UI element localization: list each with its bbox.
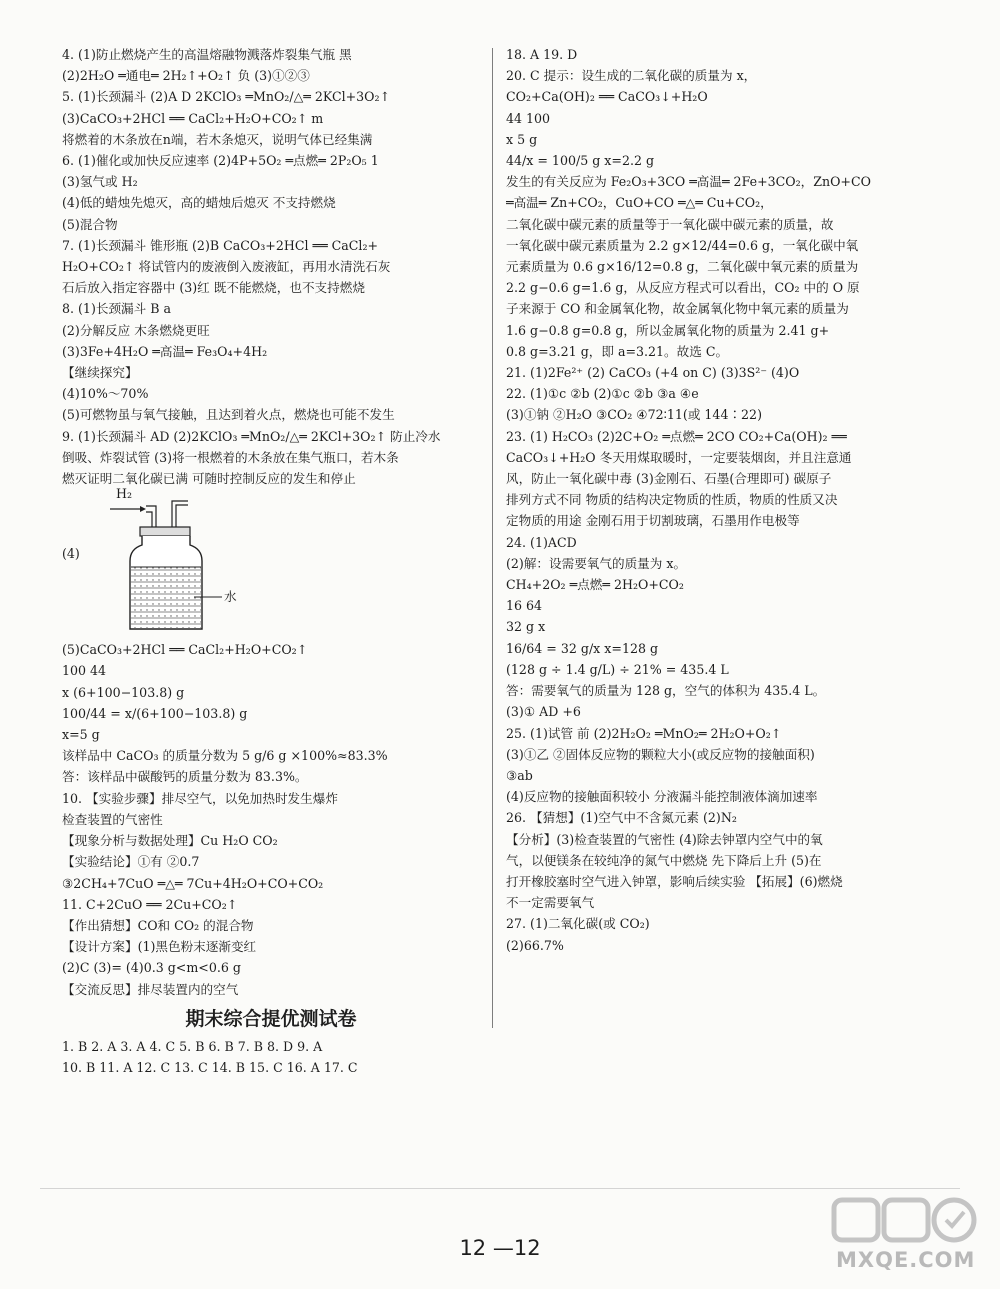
- answer-line: 18. A 19. D: [506, 47, 578, 62]
- left-column: [62, 44, 480, 1078]
- answer-line: 排列方式不同 物质的结构决定物质的性质，物质的性质又决: [506, 492, 838, 508]
- answer-line: 20. C 提示：设生成的二氧化碳的质量为 x，: [506, 68, 757, 84]
- answer-line: 燃灭证明二氧化碳已满 可随时控制反应的发生和停止: [62, 471, 356, 487]
- answer-line: (2)解：设需要氧气的质量为 x。: [506, 555, 687, 571]
- answer-line: (2)2H₂O ═通电═ 2H₂↑+O₂↑ 负 (3)①②③: [62, 68, 310, 84]
- water-label: 水: [224, 589, 237, 605]
- answer-line: 元素质量为 0.6 g×16/12=0.8 g，二氧化碳中氧元素的质量为: [506, 259, 859, 275]
- answer-line: 26. 【猜想】(1)空气中不含氮元素 (2)N₂: [506, 810, 737, 826]
- answer-line: 【设计方案】(1)黑色粉末逐渐变红: [62, 939, 257, 955]
- answer-line: (3)①钠 ②H₂O ③CO₂ ④72∶11(或 144∶22): [506, 407, 762, 423]
- answer-line: 23. (1) H₂CO₃ (2)2C+O₂ ═点燃═ 2CO CO₂+Ca(OH)₂ ══: [506, 428, 847, 444]
- gas-bottle-diagram: [90, 489, 290, 639]
- answer-line: (2)C (3)= (4)0.3 g<m<0.6 g: [62, 960, 241, 976]
- answer-line: 16 64: [506, 598, 543, 614]
- watermark-logo: [800, 1194, 990, 1284]
- answer-line: H₂O+CO₂↑ 将试管内的废液倒入废液缸，再用水清洗石灰: [62, 259, 391, 275]
- answer-line: 气，以便镁条在较纯净的氮气中燃烧 先下降后上升 (5)在: [506, 852, 822, 868]
- answer-line: 【交流反思】排尽装置内的空气: [62, 981, 239, 997]
- answer-line: 检查装置的气密性: [62, 811, 163, 827]
- answer-line: 22. (1)①c ②b (2)①c ②b ③a ④e: [506, 386, 699, 402]
- answer-line: 该样品中 CaCO₃ 的质量分数为 5 g/6 g ×100%≈83.3%: [62, 748, 388, 764]
- watermark-emblem-icon: [800, 1194, 990, 1254]
- answer-line: 一氧化碳中碳元素质量为 2.2 g×12/44=0.6 g，一氧化碳中氧: [506, 237, 859, 253]
- left-answers-block-b: [62, 639, 480, 999]
- gas-washing-bottle-figure: [62, 486, 480, 639]
- answer-line: 风，防止一氧化碳中毒 (3)金刚石、石墨(合理即可) 碳原子: [506, 471, 832, 487]
- answer-line: (4)反应物的接触面积较小 分液漏斗能控制液体滴加速率: [506, 789, 818, 805]
- answer-line: 【实验结论】①有 ②0.7: [62, 854, 200, 870]
- answer-line: 44 100: [506, 110, 551, 126]
- answer-line: 25. (1)试管 前 (2)2H₂O₂ ═MnO₂═ 2H₂O+O₂↑: [506, 725, 782, 741]
- answer-line: (5)CaCO₃+2HCl ══ CaCl₂+H₂O+CO₂↑: [62, 642, 308, 658]
- answer-line: 答：该样品中碳酸钙的质量分数为 83.3%。: [62, 769, 308, 785]
- answer-line: 5. (1)长颈漏斗 (2)A D 2KClO₃ ═MnO₂/△═ 2KCl+3O₂↑: [62, 89, 391, 105]
- answer-line: (3)① AD +6: [506, 704, 581, 720]
- answer-line: 0.8 g=3.21 g，即 a=3.21。故选 C。: [506, 343, 729, 359]
- answer-line: 不一定需要氧气: [506, 895, 595, 911]
- answer-line: 答：需要氧气的质量为 128 g，空气的体积为 435.4 L。: [506, 683, 826, 699]
- answer-line: 【分析】(3)检查装置的气密性 (4)除去钟罩内空气中的氧: [506, 831, 823, 847]
- answer-line: 子来源于 CO 和金属氧化物，故金属氧化物中氧元素的质量为: [506, 301, 849, 317]
- answer-line: x 5 g: [506, 131, 538, 147]
- footer-rule: [40, 1188, 960, 1189]
- answer-line: 4. (1)防止燃烧产生的高温熔融物溅落炸裂集气瓶 黑: [62, 47, 352, 62]
- section-title: 期末综合提优测试卷: [185, 1007, 357, 1030]
- answer-line: (3)CaCO₃+2HCl ══ CaCl₂+H₂O+CO₂↑ m: [62, 110, 324, 126]
- gas-label: H₂: [116, 486, 133, 502]
- answer-line: ③ab: [506, 767, 533, 783]
- answer-line: 6. (1)催化或加快反应速率 (2)4P+5O₂ ═点燃═ 2P₂O₅ 1: [62, 153, 379, 169]
- answer-line: 11. C+2CuO ══ 2Cu+CO₂↑: [62, 896, 238, 912]
- answer-line: 7. (1)长颈漏斗 锥形瓶 (2)B CaCO₃+2HCl ══ CaCl₂+: [62, 237, 379, 253]
- answer-line: (2)66.7%: [506, 937, 564, 953]
- answer-line: CH₄+2O₂ ═点燃═ 2H₂O+CO₂: [506, 577, 684, 593]
- answer-line: 将燃着的木条放在n端，若木条熄灭，说明气体已经集满: [62, 131, 373, 147]
- answer-line: x (6+100−103.8) g: [62, 684, 185, 700]
- answer-line: ═高温═ Zn+CO₂，CuO+CO ═△═ Cu+CO₂，: [506, 195, 773, 211]
- answer-line: 24. (1)ACD: [506, 534, 577, 550]
- answer-line: (3)3Fe+4H₂O ═高温═ Fe₃O₄+4H₂: [62, 343, 268, 359]
- answer-line: CaCO₃↓+H₂O 冬天用煤取暖时，一定要装烟囱，并且注意通: [506, 449, 852, 465]
- answer-line: 44/x = 100/5 g x=2.2 g: [506, 153, 655, 169]
- answer-line: x=5 g: [62, 727, 100, 743]
- answer-line: 16/64 = 32 g/x x=128 g: [506, 640, 659, 656]
- answer-line: 定物质的用途 金刚石用于切割玻璃，石墨用作电极等: [506, 513, 800, 529]
- answer-line: (4)低的蜡烛先熄灭，高的蜡烛后熄灭 不支持燃烧: [62, 195, 336, 211]
- answer-line: CO₂+Ca(OH)₂ ══ CaCO₃↓+H₂O: [506, 89, 708, 105]
- answer-line: (3)①乙 ②固体反应物的颗粒大小(或反应物的接触面积): [506, 746, 815, 762]
- answer-line: 10. 【实验步骤】排尽空气，以免加热时发生爆炸: [62, 790, 338, 806]
- answer-line: 27. (1)二氧化碳(或 CO₂): [506, 916, 650, 932]
- answer-line: 石后放入指定容器中 (3)红 既不能燃烧，也不支持燃烧: [62, 280, 365, 296]
- answer-line: 32 g x: [506, 619, 546, 635]
- choice-answers-row-2: 10. B 11. A 12. C 13. C 14. B 15. C 16. A 17. C: [62, 1059, 358, 1075]
- answer-line: 100 44: [62, 663, 107, 679]
- answer-line: 二氧化碳中碳元素的质量等于一氧化碳中碳元素的质量，故: [506, 216, 834, 232]
- answer-line: (3)氢气或 H₂: [62, 174, 138, 190]
- answer-line: (5)混合物: [62, 216, 118, 232]
- answer-line: ③2CH₄+7CuO ═△═ 7Cu+4H₂O+CO+CO₂: [62, 875, 324, 891]
- answer-line: 【现象分析与数据处理】Cu H₂O CO₂: [62, 833, 278, 849]
- answer-line: 打开橡胶塞时空气进入钟罩，影响后续实验 【拓展】(6)燃烧: [506, 873, 843, 889]
- choice-answers-row-1: 1. B 2. A 3. A 4. C 5. B 6. B 7. B 8. D 9. A: [62, 1038, 323, 1054]
- column-divider: [492, 48, 493, 1028]
- answer-line: 【继续探究】: [62, 365, 138, 381]
- answer-line: 倒吸、炸裂试管 (3)将一根燃着的木条放在集气瓶口，若木条: [62, 449, 399, 465]
- answer-line: (4)10%～70%: [62, 386, 149, 402]
- answer-line: 8. (1)长颈漏斗 B a: [62, 301, 172, 317]
- answer-line: (5)可燃物虽与氧气接触，且达到着火点，燃烧也可能不发生: [62, 407, 395, 423]
- answer-line: 发生的有关反应为 Fe₂O₃+3CO ═高温═ 2Fe+3CO₂，ZnO+CO: [506, 174, 871, 190]
- answer-line: 9. (1)长颈漏斗 AD (2)2KClO₃ ═MnO₂/△═ 2KCl+3O₂↑ 防止冷水: [62, 428, 441, 444]
- answer-line: (2)分解反应 木条燃烧更旺: [62, 322, 210, 338]
- watermark-text: MXQE.COM: [836, 1248, 976, 1272]
- answer-line: 2.2 g−0.6 g=1.6 g，从反应方程式可以看出，CO₂ 中的 O 原: [506, 280, 860, 296]
- answer-line: (128 g ÷ 1.4 g/L) ÷ 21% = 435.4 L: [506, 661, 729, 677]
- right-column: [506, 44, 942, 956]
- figure-item-label: (4): [62, 546, 80, 562]
- answer-line: 【作出猜想】CO和 CO₂ 的混合物: [62, 917, 254, 933]
- answer-line: 21. (1)2Fe²⁺ (2) CaCO₃ (+4 on C) (3)3S²⁻ (4)O: [506, 365, 800, 381]
- left-answers-block-a: [62, 44, 480, 489]
- page-number: 12 —12: [459, 1236, 541, 1260]
- answer-line: 1.6 g−0.8 g=0.8 g，所以金属氧化物的质量为 2.41 g+: [506, 322, 830, 338]
- answer-line: 100/44 = x/(6+100−103.8) g: [62, 705, 248, 721]
